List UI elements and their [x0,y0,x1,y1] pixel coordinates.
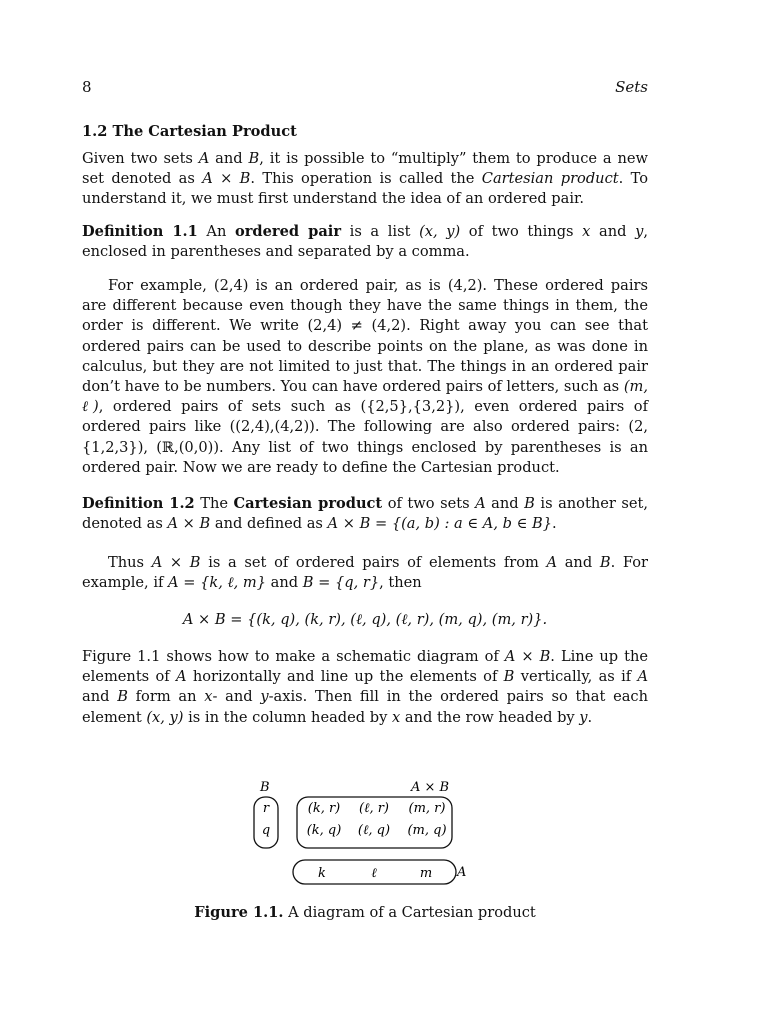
axb-label: A × B [410,780,450,795]
pair-k-r: (k, r) [307,801,341,816]
b-element-q: q [261,823,271,838]
intro-paragraph: Given two sets A and B, it is possible to “multiply” them to produce a new set denoted as A × B. This operation is called the Cartesian product. To understand it, we must first understand the idea of an ordered pair. [82,150,648,208]
chapter-title: Sets [615,78,648,96]
figure-caption: Figure 1.1. A diagram of a Cartesian product [194,904,536,921]
definition-1-2: Definition 1.2 The Cartesian product of two sets A and B is another set, denoted as A × B and defined as A × B = {(a, b) : a ∈ A, b ∈ B}. [82,495,648,533]
a-element-m: m [419,866,433,881]
display-equation: A × B = {(k, q), (k, r), (ℓ, q), (ℓ, r), (m, q), (m, r)}. [182,611,548,628]
definition-label: Definition 1.1 [82,223,198,240]
section-heading: 1.2 The Cartesian Product [82,123,297,140]
b-axis-label: B [260,780,270,795]
page-number: 8 [82,78,92,96]
cartesian-diagram [230,772,490,892]
ordered-pairs-paragraph: For example, (2,4) is an ordered pair, as is (4,2). These ordered pairs are different because even though they have the same things in them, the order is different. We write (2,4) ≠ (4,2). Right away you can see that ordered pairs can be used to describe points on the plane, as was done in calculus, but they are not limited to just that. The things in an ordered pair don’t have to be numbers. You can have ordered pairs of letters, such as (m, ℓ), ordered pairs of sets such as ({2,5},{3,2}), even ordered pairs of ordered pairs like ((2,4),(4,2)). The following are also ordered pairs: (2,{1,2,3}), (ℝ,(0,0)). Any list of two things enclosed by parentheses is an ordered pair. Now we are ready to define the Cartesian product. [82,277,648,476]
example-paragraph: Thus A × B is a set of ordered pairs of elements from A and B. For example, if A = {k, ℓ, m} and B = {q, r}, then [82,554,648,592]
b-element-r: r [262,801,270,816]
definition-label: Definition 1.2 [82,495,195,512]
pair-m-q: (m, q) [407,823,447,838]
pair-l-q: (ℓ, q) [357,823,391,838]
definition-1-1: Definition 1.1 An ordered pair is a list (x, y) of two things x and y, enclosed in parentheses and separated by a comma. [82,223,648,261]
pair-l-r: (ℓ, r) [358,801,390,816]
a-element-k: k [318,866,326,881]
pair-m-r: (m, r) [408,801,446,816]
a-axis-label: A [457,865,467,880]
pair-k-q: (k, q) [306,823,342,838]
figure-explanation-paragraph: Figure 1.1 shows how to make a schematic diagram of A × B. Line up the elements of A horizontally and line up the elements of B vertically, as if A and B form an x- and y-axis. Then fill in the ordered pairs so that each element (x, y) is in the column headed by x and the row headed by y. [82,648,648,726]
a-element-l: ℓ [371,866,377,881]
